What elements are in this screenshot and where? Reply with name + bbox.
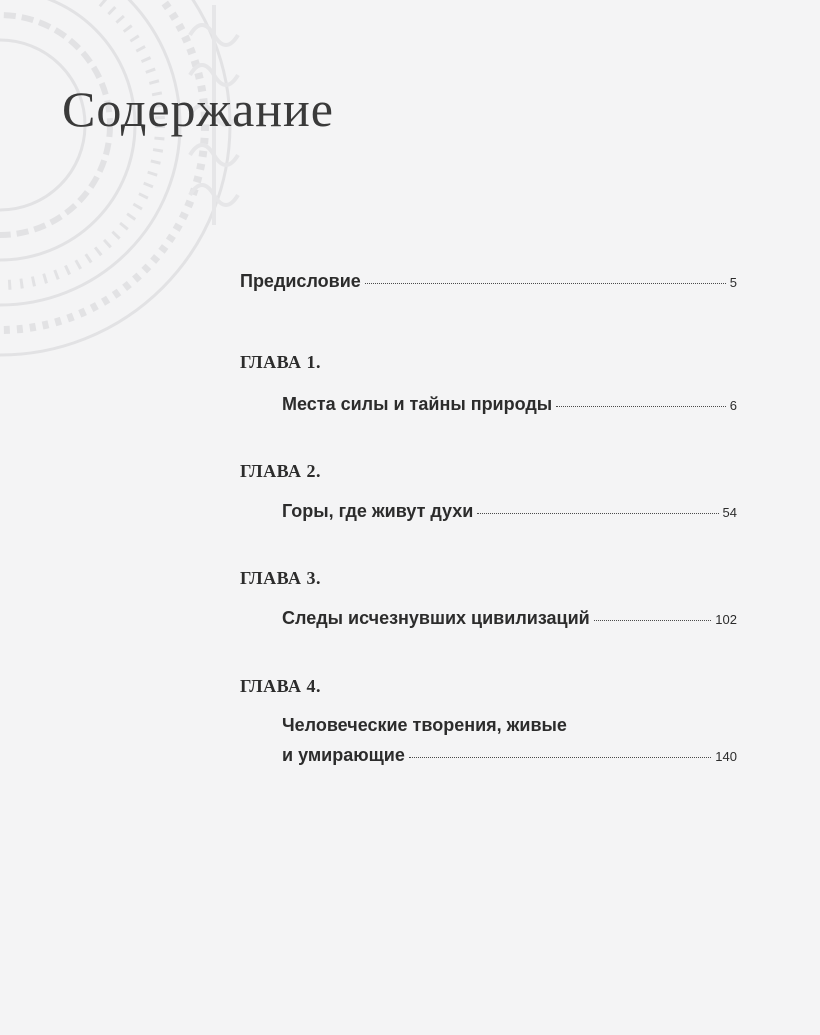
decorative-mandala-ornament-icon xyxy=(0,0,330,385)
toc-entry-title-line-2: и умирающие xyxy=(282,745,405,765)
toc-entry-title: Горы, где живут духи xyxy=(282,501,474,521)
toc-entry-chapter-2[interactable] xyxy=(282,501,737,522)
dot-leader xyxy=(409,757,711,758)
toc-entry-title: Предисловие xyxy=(240,271,361,291)
chapter-3-label: ГЛАВА 3. xyxy=(240,568,322,588)
dot-leader xyxy=(594,620,712,621)
toc-entry-preface[interactable] xyxy=(240,271,737,292)
dot-leader xyxy=(556,406,726,407)
toc-entry-title: Места силы и тайны природы xyxy=(282,394,553,414)
toc-page-number: 5 xyxy=(729,275,737,290)
toc-entry-chapter-4[interactable] xyxy=(282,745,737,766)
toc-page-number: 140 xyxy=(715,749,737,764)
toc-page-number: 54 xyxy=(722,505,737,520)
chapter-4-label: ГЛАВА 4. xyxy=(240,676,322,696)
toc-page-number: 6 xyxy=(729,398,737,413)
toc-entry-title-line-1[interactable]: Человеческие творения, живые xyxy=(282,715,567,735)
toc-entry-chapter-3[interactable] xyxy=(282,608,737,629)
toc-page-number: 102 xyxy=(715,612,737,627)
chapter-1-label: ГЛАВА 1. xyxy=(240,352,322,372)
chapter-2-label: ГЛАВА 2. xyxy=(240,461,322,481)
toc-entry-title: Следы исчезнувших цивилизаций xyxy=(282,608,590,628)
dot-leader xyxy=(477,513,718,514)
toc-entry-chapter-1[interactable] xyxy=(282,394,737,415)
page-title: Содержание xyxy=(62,81,334,137)
dot-leader xyxy=(365,283,726,284)
